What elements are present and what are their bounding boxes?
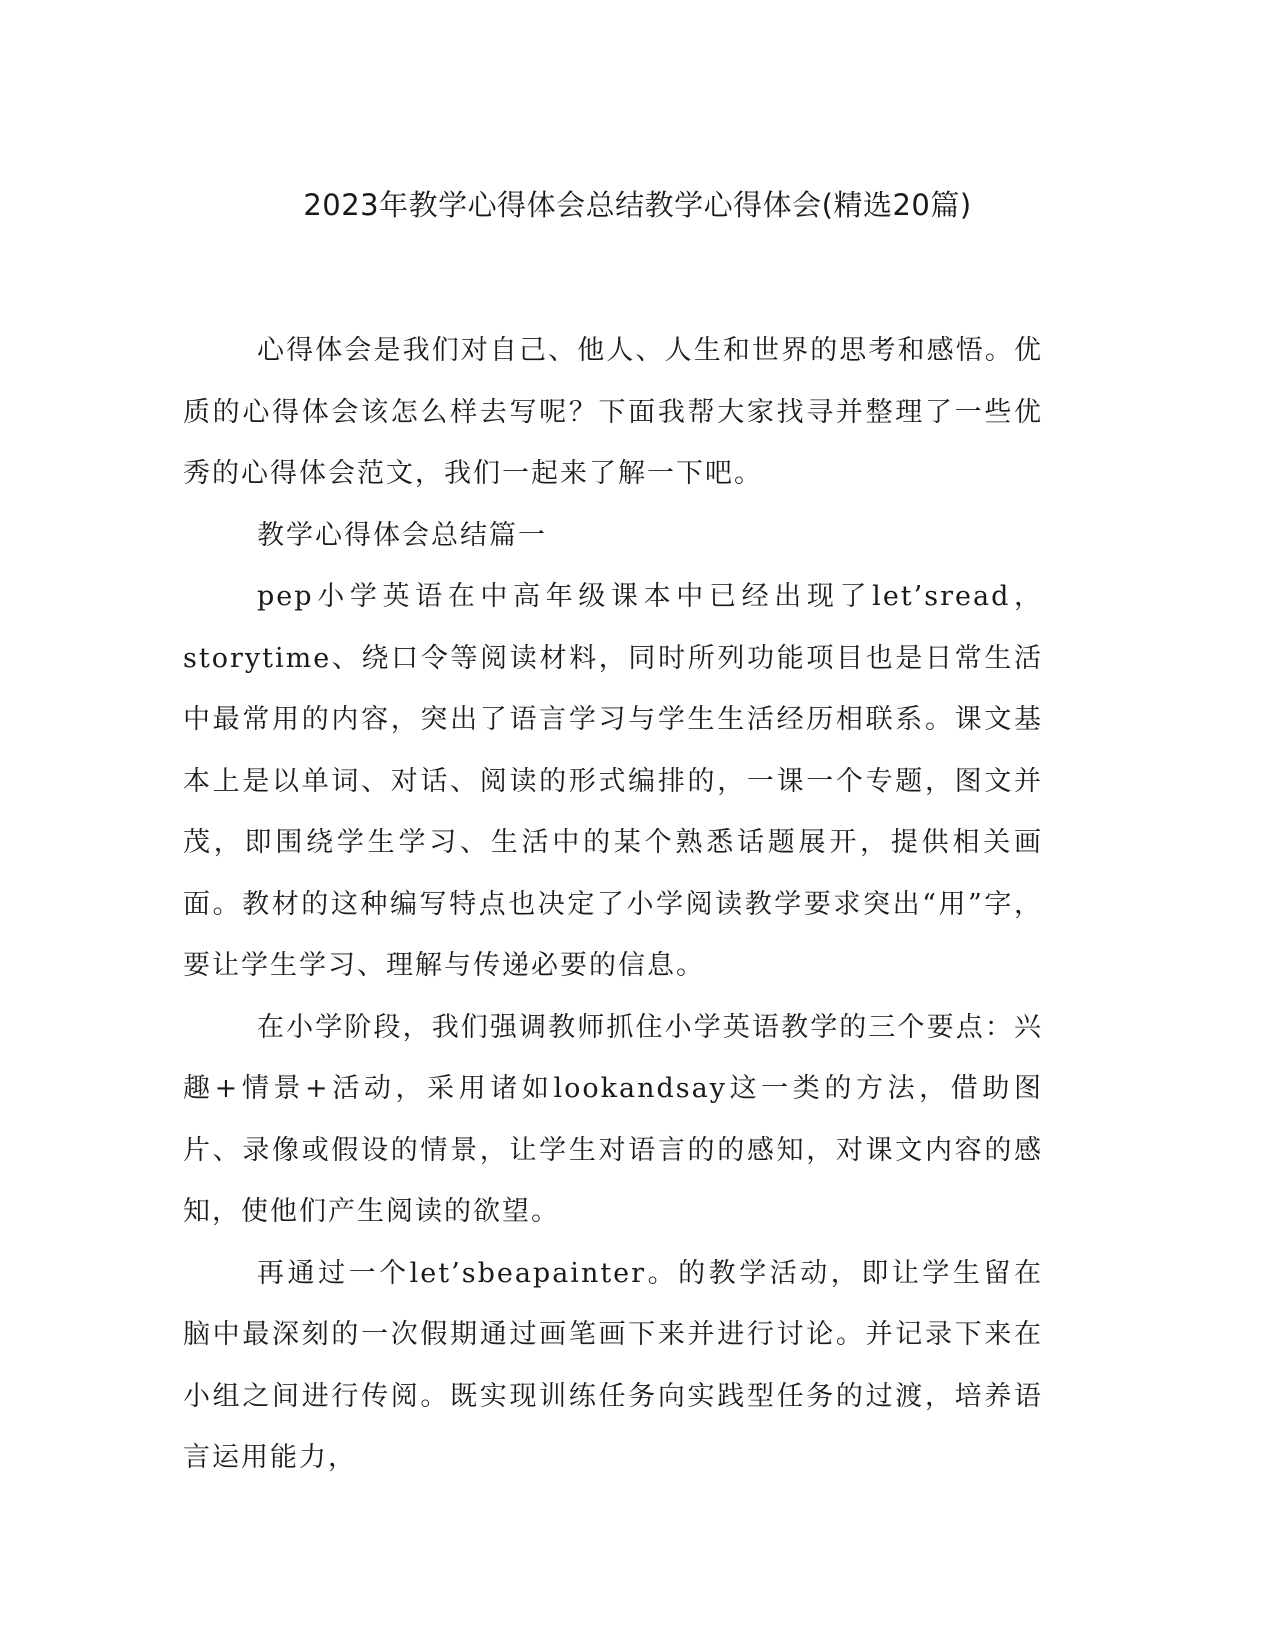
document-title: 2023年教学心得体会总结教学心得体会(精选20篇) [303, 188, 972, 222]
paragraph-intro: 心得体会是我们对自己、他人、人生和世界的思考和感悟。优质的心得体会该怎么样去写呢？下面我帮大家找寻并整理了一些优秀的心得体会范文，我们一起来了解一下吧。 [183, 335, 1043, 489]
paragraph-primary-stage: 在小学阶段，我们强调教师抓住小学英语教学的三个要点：兴趣+情景+活动，采用诸如lookandsay这一类的方法，借助图片、录像或假设的情景，让学生对语言的的感知，对课文内容的感知，使他们产生阅读的欲望。 [183, 1011, 1043, 1227]
paragraph-activity: 再通过一个let’sbeapainter。的教学活动，即让学生留在脑中最深刻的一次假期通过画笔画下来并进行讨论。并记录下来在小组之间进行传阅。既实现训练任务向实践型任务的过渡，培养语言运用能力， [183, 1257, 1043, 1473]
document-body [183, 320, 1043, 1489]
section-heading: 教学心得体会总结篇一 [257, 519, 547, 551]
paragraph-pep: pep小学英语在中高年级课本中已经出现了let’sread，storytime、绕口令等阅读材料，同时所列功能项目也是日常生活中最常用的内容，突出了语言学习与学生生活经历相联系。课文基本上是以单词、对话、阅读的形式编排的，一课一个专题，图文并茂，即围绕学生学习、生活中的某个熟悉话题展开，提供相关画面。教材的这种编写特点也决定了小学阅读教学要求突出“用”字，要让学生学习、理解与传递必要的信息。 [183, 581, 1043, 981]
